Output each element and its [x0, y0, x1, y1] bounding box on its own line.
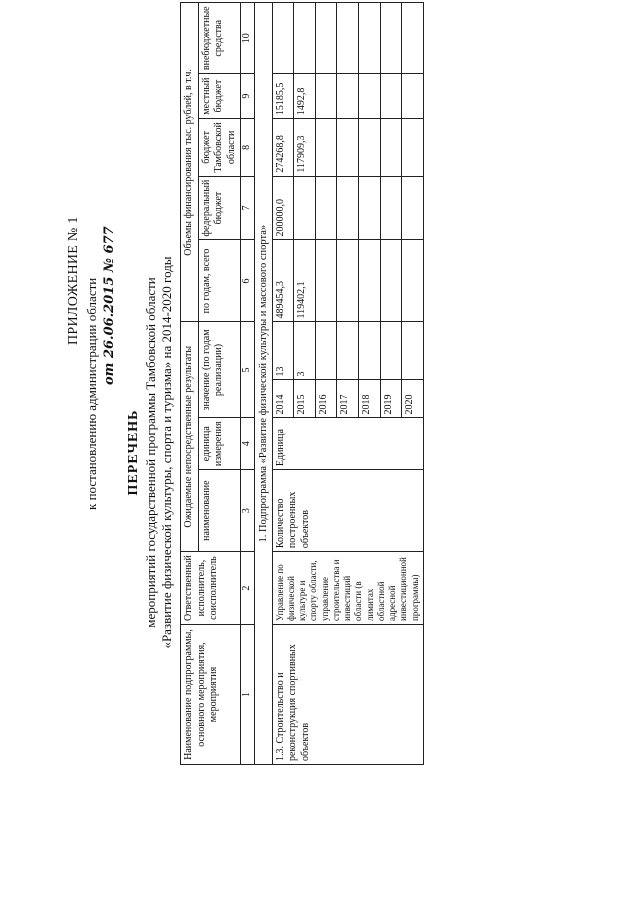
- extra-cell: [359, 3, 381, 74]
- total-cell: [315, 240, 337, 322]
- federal-cell: [402, 176, 424, 240]
- appendix-subtitle: к постановлению администрации области: [84, 277, 99, 510]
- header-col2: Ответственный исполнитель, соисполнитель: [181, 552, 241, 625]
- col-number-10: 10: [241, 3, 255, 74]
- year-cell: 2014: [272, 380, 294, 418]
- regional-cell: [359, 119, 381, 177]
- local-cell: 1492,8: [294, 74, 316, 119]
- col-number-7: 7: [241, 176, 255, 240]
- regional-cell: [402, 119, 424, 177]
- header-col9: местный бюджет: [198, 74, 241, 119]
- regional-cell: [315, 119, 337, 177]
- header-col10: внебюджетные средства: [198, 3, 241, 74]
- local-cell: [337, 74, 359, 119]
- col-number-9: 9: [241, 74, 255, 119]
- federal-cell: [315, 176, 337, 240]
- extra-cell: [315, 3, 337, 74]
- value-cell: [315, 322, 337, 380]
- col-number-1: 1: [241, 625, 255, 765]
- value-cell: [359, 322, 381, 380]
- document-subtitle-2: «Развитие физической культуры, спорта и туризма» на 2014-2020 годы: [159, 256, 174, 649]
- col-number-2: 2: [241, 552, 255, 625]
- extra-cell: [272, 3, 294, 74]
- extra-cell: [402, 3, 424, 74]
- local-cell: 15185,5: [272, 74, 294, 119]
- col-number-3: 3: [241, 470, 255, 552]
- header-col1: Наименование подпрограммы, основного мероприятия, мероприятия: [181, 625, 241, 765]
- regional-cell: [380, 119, 402, 177]
- federal-cell: [337, 176, 359, 240]
- extra-cell: [380, 3, 402, 74]
- responsible-executor: Управление по физической культуре и спорту области, управление строительства и инвестиций области (в лимитах областной адресной инвестиционной программы): [272, 552, 423, 625]
- measure-name: 1.3. Строительство и реконструкция спортивных объектов: [272, 625, 423, 765]
- regional-cell: 117909,3: [294, 119, 316, 177]
- col-number-4: 4: [241, 418, 255, 470]
- value-cell: [337, 322, 359, 380]
- value-cell: 13: [272, 322, 294, 380]
- federal-cell: [294, 176, 316, 240]
- result-unit: Единица: [272, 418, 423, 470]
- header-row-1: [181, 3, 199, 765]
- value-cell: 3: [294, 322, 316, 380]
- section-row: [254, 3, 272, 765]
- year-cell: 2016: [315, 380, 337, 418]
- local-cell: [402, 74, 424, 119]
- total-cell: [380, 240, 402, 322]
- appendix-handwritten-date: от 26.06.2015 № 677: [102, 226, 117, 385]
- value-cell: [402, 322, 424, 380]
- total-cell: [402, 240, 424, 322]
- program-measures-table: [180, 2, 424, 765]
- value-cell: [380, 322, 402, 380]
- col-number-6: 6: [241, 240, 255, 322]
- document-title: ПЕРЕЧЕНЬ: [126, 409, 141, 496]
- year-cell: 2017: [337, 380, 359, 418]
- regional-cell: 274268,8: [272, 119, 294, 177]
- col-number-8: 8: [241, 119, 255, 177]
- total-cell: [337, 240, 359, 322]
- total-cell: 119402,1: [294, 240, 316, 322]
- header-col4: единица измерения: [198, 418, 241, 470]
- total-cell: 489454,3: [272, 240, 294, 322]
- table-row: [272, 3, 294, 765]
- col-number-5: 5: [241, 322, 255, 418]
- extra-cell: [337, 3, 359, 74]
- year-cell: 2018: [359, 380, 381, 418]
- header-funding-group: Объемы финансирования тыс. рублей, в т.ч.: [181, 3, 199, 322]
- appendix-title: ПРИЛОЖЕНИЕ № 1: [66, 216, 81, 345]
- header-results-group: Ожидаемые непосредственные результаты: [181, 322, 199, 552]
- local-cell: [380, 74, 402, 119]
- federal-cell: [359, 176, 381, 240]
- document-subtitle-1: мероприятий государственной программы Тамбовской области: [143, 277, 158, 628]
- header-col8: бюджет Тамбовской области: [198, 119, 241, 177]
- federal-cell: [380, 176, 402, 240]
- year-cell: 2019: [380, 380, 402, 418]
- total-cell: [359, 240, 381, 322]
- section-title: 1. Подпрограмма «Развитие физической культуры и массового спорта»: [254, 3, 272, 765]
- header-col7: федеральный бюджет: [198, 176, 241, 240]
- column-number-row: [241, 3, 255, 765]
- result-name: Количество построенных объектов: [272, 470, 423, 552]
- local-cell: [315, 74, 337, 119]
- year-cell: 2015: [294, 380, 316, 418]
- header-col6: по годам, всего: [198, 240, 241, 322]
- extra-cell: [294, 3, 316, 74]
- local-cell: [359, 74, 381, 119]
- federal-cell: 200000,0: [272, 176, 294, 240]
- regional-cell: [337, 119, 359, 177]
- year-cell: 2020: [402, 380, 424, 418]
- header-col3: наименование: [198, 470, 241, 552]
- header-col5: значение (по годам реализации): [198, 322, 241, 418]
